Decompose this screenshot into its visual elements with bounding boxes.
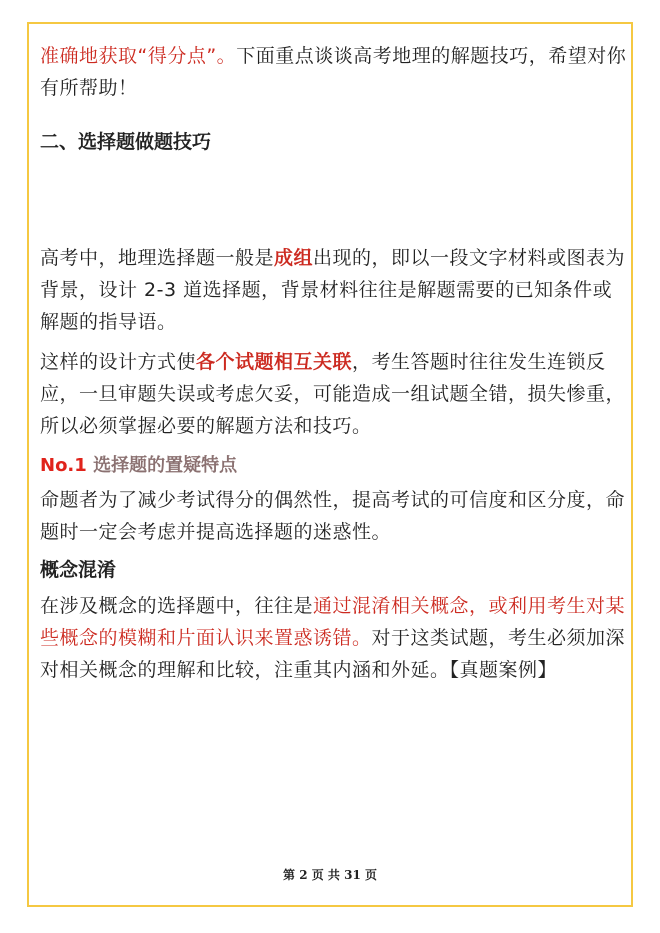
para1-text-a: 高考中，地理选择题一般是 xyxy=(40,247,275,269)
para2-highlight: 各个试题相互关联 xyxy=(196,351,353,373)
footer-total-pages: 31 xyxy=(344,868,361,882)
footer-mid: 页 共 xyxy=(311,868,340,882)
section-heading xyxy=(40,126,630,158)
no1-heading xyxy=(40,450,630,482)
para4-text-c: 对于这类试题，考生必须加深对相关概念的理解和比较，注重其内涵和外延。【真题案例】 xyxy=(40,627,626,681)
footer-prefix: 第 xyxy=(282,868,295,882)
no1-title: 选择题的置疑特点 xyxy=(86,455,238,476)
section-heading-text: 二、选择题做题技巧 xyxy=(40,131,212,153)
intro-text: 下面重点谈谈高考地理的解题技巧，希望对你有所帮助！ xyxy=(40,45,627,99)
para2-text-c: ，考生答题时往往发生连锁反应，一旦审题失误或考虑欠妥，可能造成一组试题全错，损失惨重，所以必须掌握必要的解题方法和技巧。 xyxy=(40,351,626,437)
page-footer xyxy=(0,866,660,883)
intro-highlight: 准确地获取“得分点”。 xyxy=(40,45,237,67)
para2-text-a: 这样的设计方式使 xyxy=(40,351,197,373)
paragraph-1 xyxy=(40,242,630,338)
para1-highlight: 成组 xyxy=(274,247,314,269)
paragraph-3 xyxy=(40,484,630,548)
para3-text: 命题者为了减少考试得分的偶然性，提高考试的可信度和区分度，命题时一定会考虑并提高选择题的迷惑性。 xyxy=(40,489,626,543)
footer-page-number: 2 xyxy=(299,868,308,882)
subheading xyxy=(40,554,630,586)
para4-highlight: 通过混淆相关概念，或利用考生对某些概念的模糊和片面认识来置惑诱错。 xyxy=(40,595,626,649)
subheading-text: 概念混淆 xyxy=(40,559,117,581)
no1-number: No.1 xyxy=(40,455,87,476)
paragraph-4 xyxy=(40,590,630,686)
intro-paragraph xyxy=(40,40,630,104)
para1-text-c: 出现的，即以一段文字材料或图表为背景，设计 2-3 道选择题，背景材料往往是解题需要的已知条件或解题的指导语。 xyxy=(40,247,626,333)
paragraph-2 xyxy=(40,346,630,442)
footer-suffix: 页 xyxy=(365,868,378,882)
para4-text-a: 在涉及概念的选择题中，往往是 xyxy=(40,595,314,617)
